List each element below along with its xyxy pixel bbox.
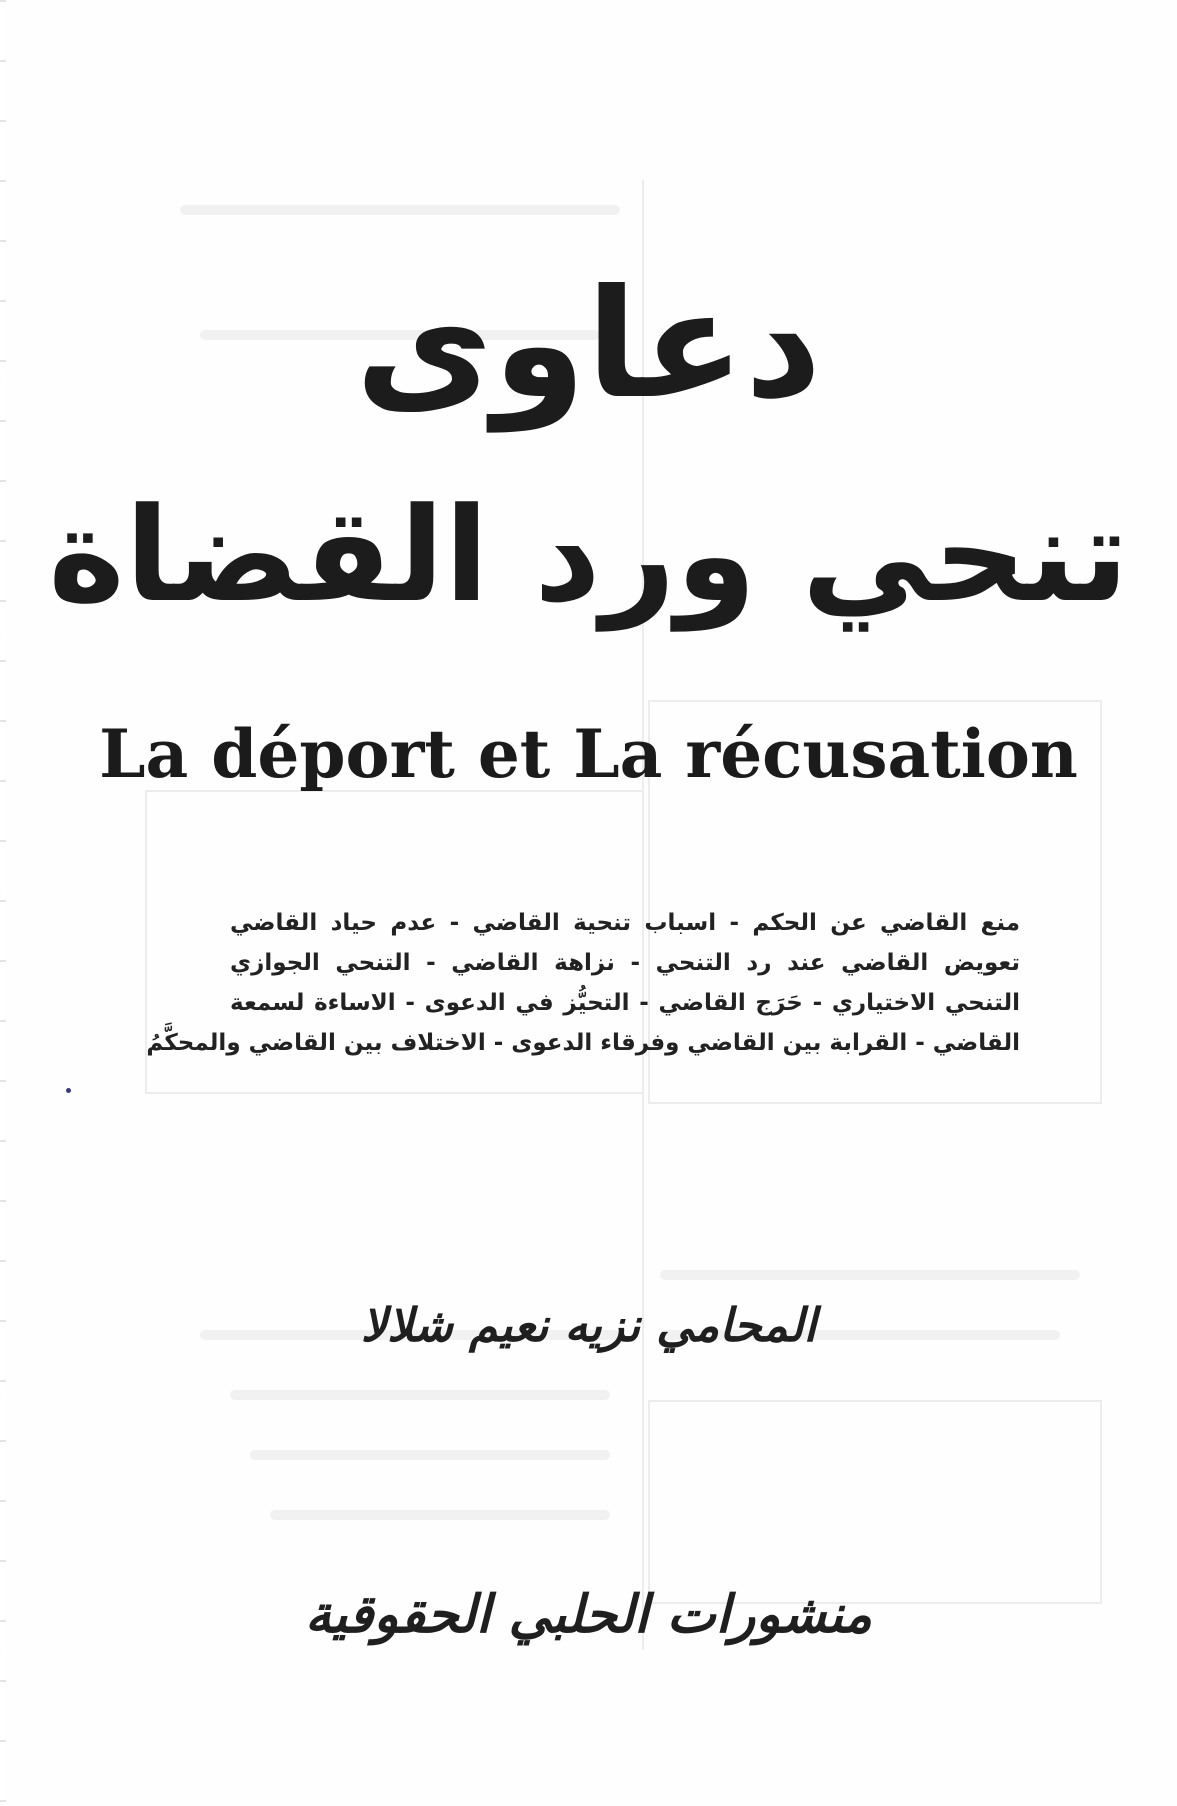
ink-speck xyxy=(66,1088,71,1093)
show-through-frame-lower xyxy=(648,1400,1102,1604)
topic-line: تعويض القاضي عند رد التنحي - نزاهة القاضي - التنحي الجوازي xyxy=(230,950,1020,976)
topic-line: منع القاضي عن الحكم - اسباب تنحية القاضي - عدم حياد القاضي xyxy=(230,910,1020,936)
topic-line: القاضي - القرابة بين القاضي وفرقاء الدعوى - الاختلاف بين القاضي والمحكَّمُ xyxy=(146,1030,1020,1056)
show-through-line xyxy=(660,1270,1080,1280)
author-name: المحامي نزيه نعيم شلالا xyxy=(360,1298,817,1352)
show-through-line xyxy=(270,1510,610,1520)
publisher-name: منشورات الحلبي الحقوقية xyxy=(304,1584,873,1645)
show-through-line xyxy=(230,1390,610,1400)
show-through-line xyxy=(180,205,620,215)
topic-line: التنحي الاختياري - حَرَج القاضي - التحيُّز في الدعوى - الاساءة لسمعة xyxy=(230,990,1020,1016)
title-french: La déport et La récusation xyxy=(99,715,1078,793)
title-arabic-line-2: تنحي ورد القضاة xyxy=(48,479,1129,631)
topics-list xyxy=(146,903,1020,1063)
show-through-line xyxy=(250,1450,610,1460)
title-arabic-line-1: دعاوى xyxy=(355,258,822,432)
